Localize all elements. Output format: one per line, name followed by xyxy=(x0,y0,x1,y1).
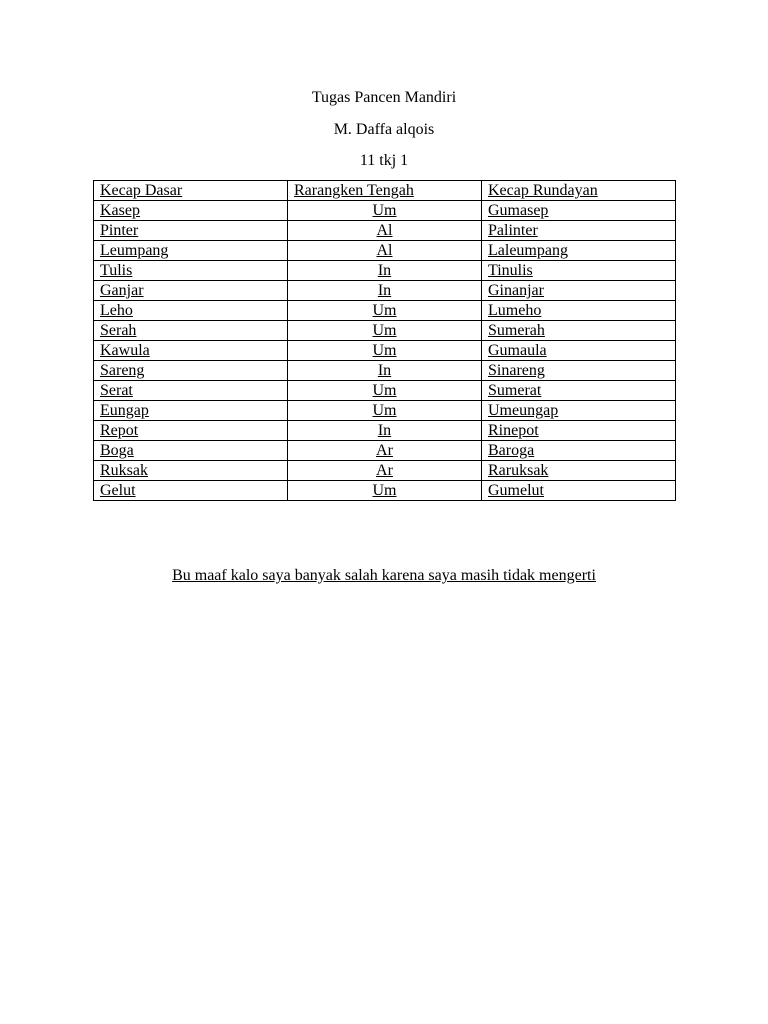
cell-kecap-dasar: Serah xyxy=(94,321,288,341)
table-row xyxy=(94,221,676,241)
cell-kecap-rundayan: Gumaula xyxy=(482,341,676,361)
word-table xyxy=(93,180,676,501)
table-row xyxy=(94,481,676,501)
cell-kecap-dasar: Gelut xyxy=(94,481,288,501)
column-header-kecap-rundayan: Kecap Rundayan xyxy=(482,181,676,201)
table-row xyxy=(94,341,676,361)
cell-kecap-rundayan: Tinulis xyxy=(482,261,676,281)
cell-kecap-rundayan: Ginanjar xyxy=(482,281,676,301)
table-row xyxy=(94,401,676,421)
student-class: 11 tkj 1 xyxy=(359,152,409,169)
cell-rarangken-tengah: Um xyxy=(288,401,482,421)
cell-kecap-dasar: Leumpang xyxy=(94,241,288,261)
table-row xyxy=(94,241,676,261)
table-body xyxy=(94,201,676,501)
cell-rarangken-tengah: In xyxy=(288,361,482,381)
cell-kecap-rundayan: Raruksak xyxy=(482,461,676,481)
cell-rarangken-tengah: In xyxy=(288,281,482,301)
cell-kecap-rundayan: Sinareng xyxy=(482,361,676,381)
closing-note: Bu maaf kalo saya banyak salah karena saya masih tidak mengerti xyxy=(172,567,596,584)
student-name: M. Daffa alqois xyxy=(333,121,435,138)
table-row xyxy=(94,361,676,381)
cell-rarangken-tengah: Al xyxy=(288,241,482,261)
cell-kecap-rundayan: Rinepot xyxy=(482,421,676,441)
cell-kecap-rundayan: Gumelut xyxy=(482,481,676,501)
cell-kecap-rundayan: Gumasep xyxy=(482,201,676,221)
cell-kecap-dasar: Pinter xyxy=(94,221,288,241)
document-title: Tugas Pancen Mandiri xyxy=(311,89,457,106)
cell-kecap-dasar: Sareng xyxy=(94,361,288,381)
cell-rarangken-tengah: Um xyxy=(288,321,482,341)
cell-rarangken-tengah: Ar xyxy=(288,461,482,481)
cell-kecap-dasar: Boga xyxy=(94,441,288,461)
cell-kecap-rundayan: Baroga xyxy=(482,441,676,461)
cell-kecap-rundayan: Sumerat xyxy=(482,381,676,401)
cell-kecap-rundayan: Sumerah xyxy=(482,321,676,341)
cell-rarangken-tengah: Um xyxy=(288,481,482,501)
cell-rarangken-tengah: Al xyxy=(288,221,482,241)
column-header-rarangken-tengah: Rarangken Tengah xyxy=(288,181,482,201)
cell-kecap-dasar: Repot xyxy=(94,421,288,441)
table-row xyxy=(94,421,676,441)
table-row xyxy=(94,441,676,461)
cell-rarangken-tengah: Um xyxy=(288,201,482,221)
cell-rarangken-tengah: In xyxy=(288,261,482,281)
table-header-row xyxy=(94,181,676,201)
cell-rarangken-tengah: Um xyxy=(288,381,482,401)
table-row xyxy=(94,321,676,341)
table-row xyxy=(94,461,676,481)
cell-kecap-dasar: Kawula xyxy=(94,341,288,361)
cell-kecap-rundayan: Umeungap xyxy=(482,401,676,421)
cell-rarangken-tengah: In xyxy=(288,421,482,441)
cell-rarangken-tengah: Ar xyxy=(288,441,482,461)
cell-kecap-dasar: Tulis xyxy=(94,261,288,281)
cell-kecap-dasar: Ruksak xyxy=(94,461,288,481)
table-row xyxy=(94,301,676,321)
cell-kecap-dasar: Leho xyxy=(94,301,288,321)
cell-kecap-dasar: Kasep xyxy=(94,201,288,221)
column-header-kecap-dasar: Kecap Dasar xyxy=(94,181,288,201)
cell-kecap-rundayan: Laleumpang xyxy=(482,241,676,261)
cell-rarangken-tengah: Um xyxy=(288,341,482,361)
table-row xyxy=(94,281,676,301)
cell-kecap-dasar: Serat xyxy=(94,381,288,401)
table-row xyxy=(94,381,676,401)
cell-kecap-rundayan: Palinter xyxy=(482,221,676,241)
cell-rarangken-tengah: Um xyxy=(288,301,482,321)
table-row xyxy=(94,201,676,221)
table-row xyxy=(94,261,676,281)
cell-kecap-dasar: Ganjar xyxy=(94,281,288,301)
cell-kecap-dasar: Eungap xyxy=(94,401,288,421)
cell-kecap-rundayan: Lumeho xyxy=(482,301,676,321)
